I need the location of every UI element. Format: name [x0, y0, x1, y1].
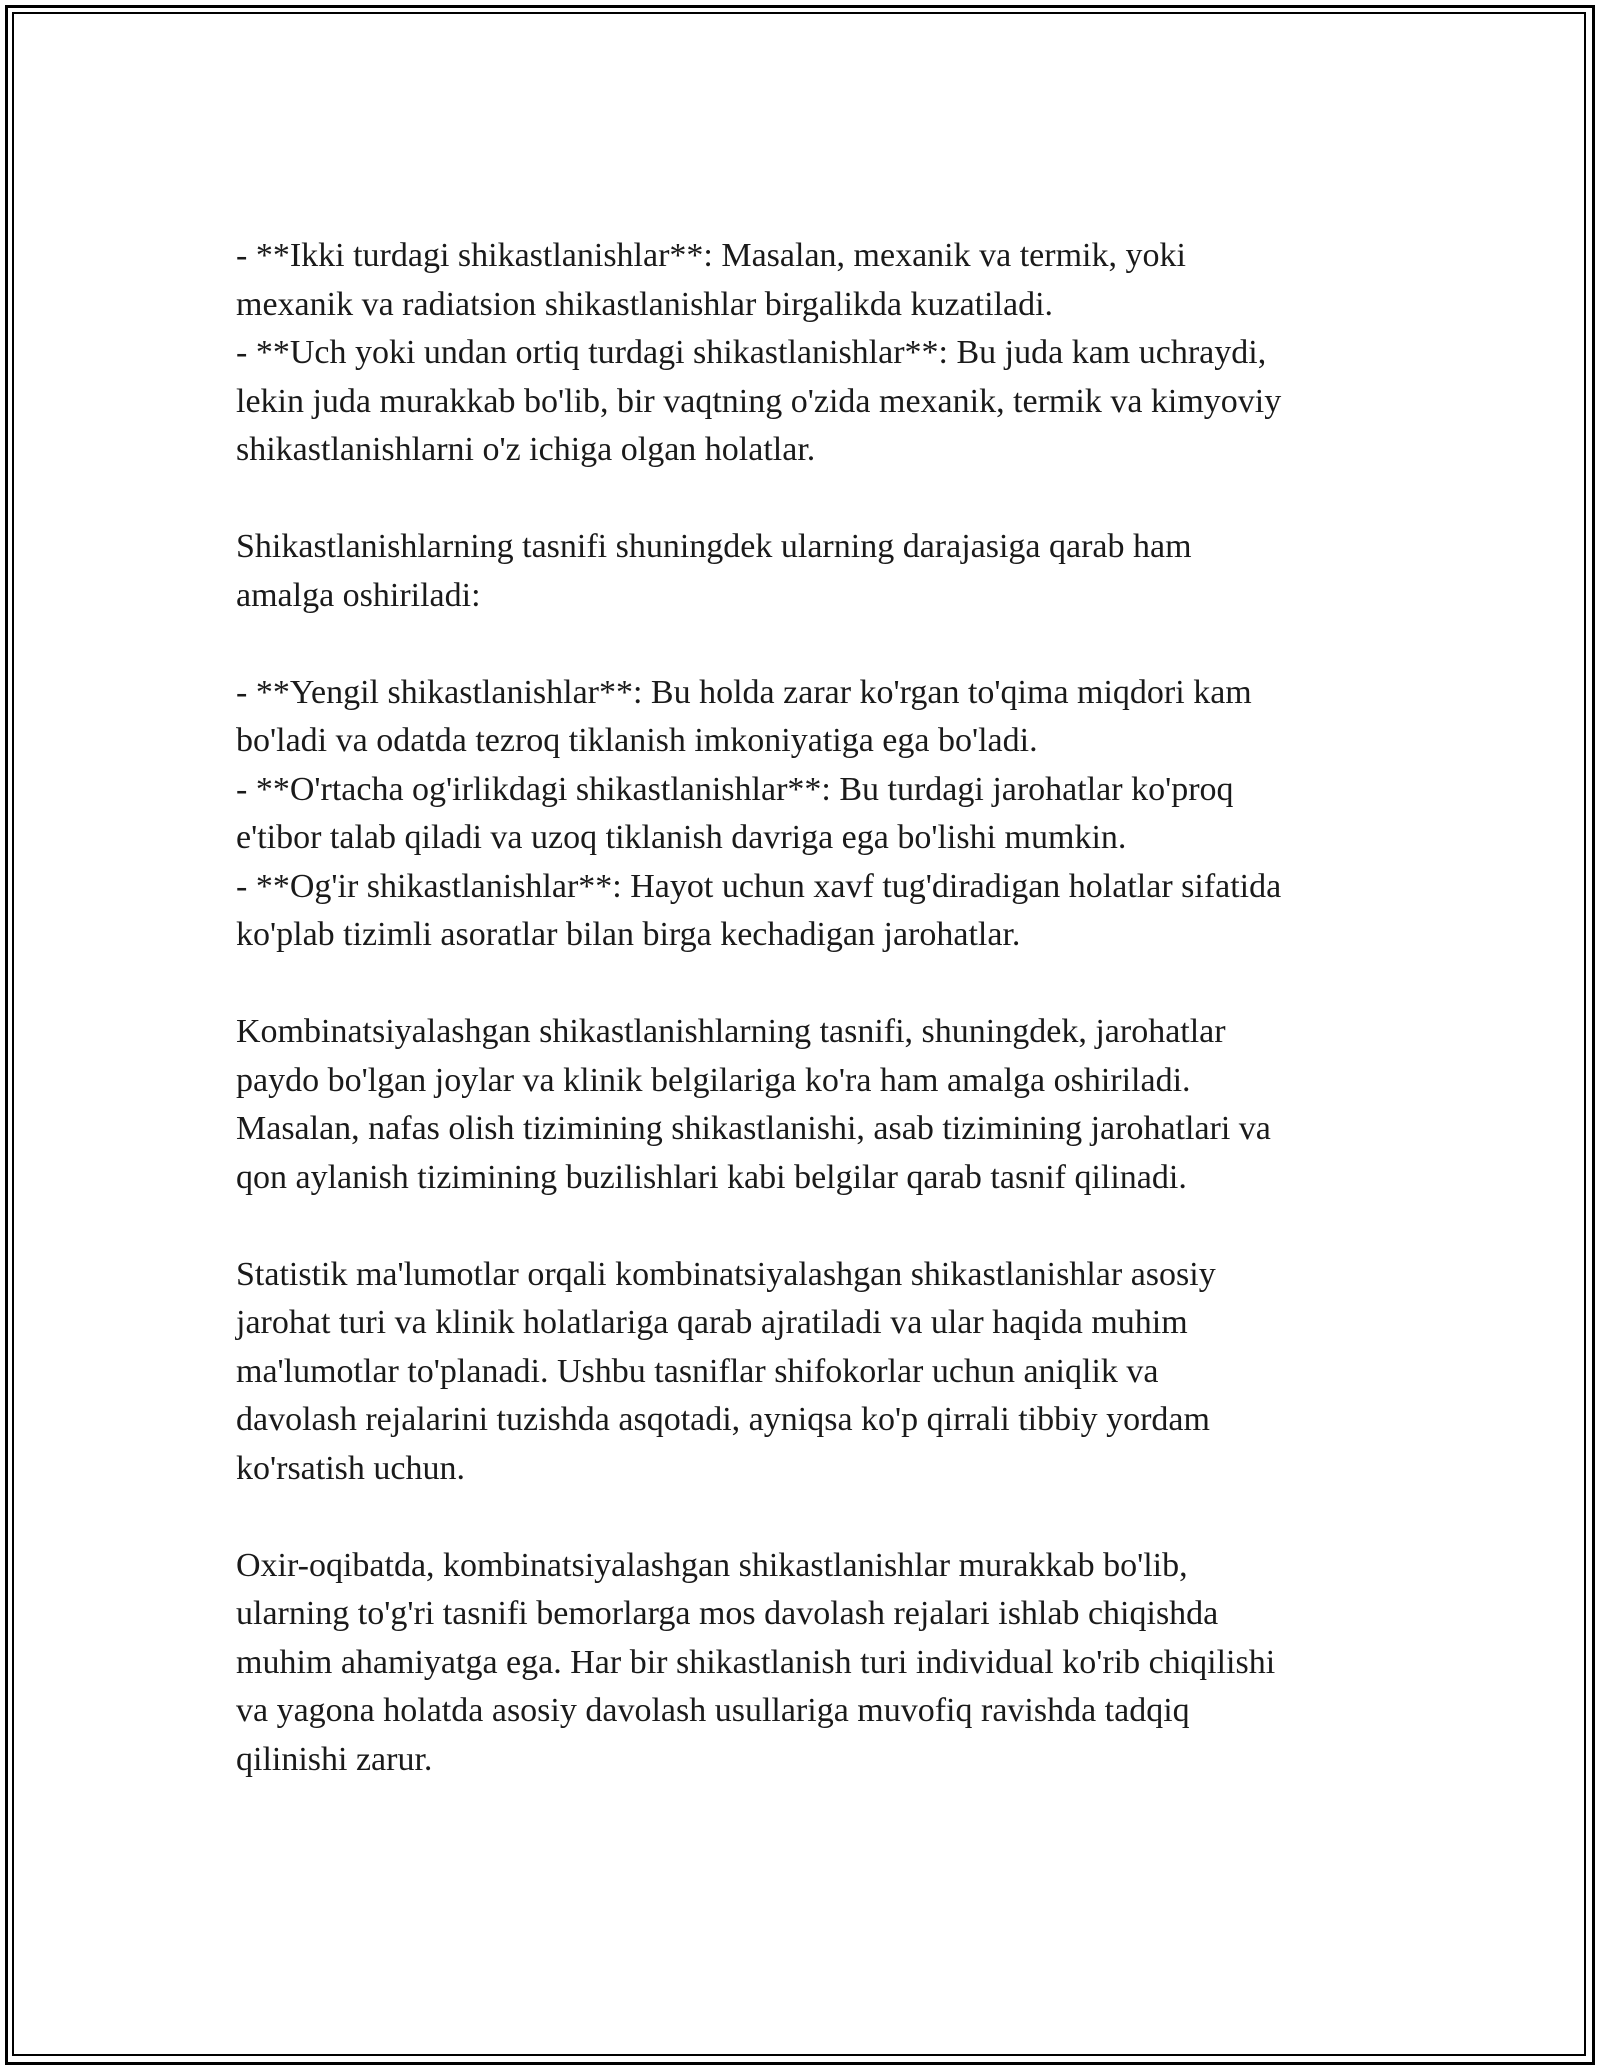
paragraph-statistics — [236, 1251, 1376, 1494]
text-line: mexanik va radiatsion shikastlanishlar birgalikda kuzatiladi. — [236, 285, 1054, 323]
text-line: ko'plab tizimli asoratlar bilan birga kechadigan jarohatlar. — [236, 916, 1021, 953]
paragraph-severity-list — [236, 669, 1376, 960]
text-line: bo'ladi va odatda tezroq tiklanish imkoniyatiga ega bo'ladi. — [236, 722, 1038, 759]
paragraph-gap — [236, 620, 1376, 669]
text-line: paydo bo'lgan joylar va klinik belgilariga ko'ra ham amalga oshiriladi. — [236, 1061, 1191, 1099]
text-line: Masalan, nafas olish tizimining shikastlanishi, asab tizimining jarohatlari va — [236, 1110, 1271, 1147]
document-body — [236, 232, 1376, 1784]
text-line: lekin juda murakkab bo'lib, bir vaqtning o'zida mexanik, termik va kimyoviy — [236, 382, 1282, 420]
paragraph-conclusion — [236, 1542, 1376, 1785]
text-line: muhim ahamiyatga ega. Har bir shikastlanish turi individual ko'rib chiqilishi — [236, 1643, 1276, 1681]
text-line: davolash rejalarini tuzishda asqotadi, ayniqsa ko'p qirrali tibbiy yordam — [236, 1401, 1210, 1438]
text-line: - **Og'ir shikastlanishlar**: Hayot uchun xavf tug'diradigan holatlar sifatida — [236, 867, 1282, 905]
text-line: amalga oshiriladi: — [236, 576, 481, 614]
text-line: - **Uch yoki undan ortiq turdagi shikastlanishlar**: Bu juda kam uchraydi, — [236, 334, 1267, 371]
text-line: Statistik ma'lumotlar orqali kombinatsiyalashgan shikastlanishlar asosiy — [236, 1255, 1216, 1293]
paragraph-gap — [236, 1493, 1376, 1542]
text-line: qon aylanish tizimining buzilishlari kabi belgilar qarab tasnif qilinadi. — [236, 1158, 1187, 1196]
text-line: e'tibor talab qiladi va uzoq tiklanish davriga ega bo'lishi mumkin. — [236, 819, 1127, 856]
text-line: ma'lumotlar to'planadi. Ushbu tasniflar shifokorlar uchun aniqlik va — [236, 1352, 1159, 1390]
paragraph-gap — [236, 960, 1376, 1009]
text-line: Shikastlanishlarning tasnifi shuningdek ularning darajasiga qarab ham — [236, 528, 1192, 565]
text-line: ko'rsatish uchun. — [236, 1449, 465, 1487]
paragraph-severity-intro — [236, 523, 1376, 620]
text-line: Oxir-oqibatda, kombinatsiyalashgan shikastlanishlar murakkab bo'lib, — [236, 1546, 1188, 1584]
paragraph-gap — [236, 1202, 1376, 1251]
text-line: ularning to'g'ri tasnifi bemorlarga mos davolash rejalari ishlab chiqishda — [236, 1595, 1219, 1632]
text-line: qilinishi zarur. — [236, 1740, 433, 1778]
text-line: jarohat turi va klinik holatlariga qarab ajratiladi va ular haqida muhim — [236, 1304, 1188, 1341]
text-line: - **Yengil shikastlanishlar**: Bu holda zarar ko'rgan to'qima miqdori kam — [236, 673, 1252, 711]
text-line: - **O'rtacha og'irlikdagi shikastlanishlar**: Bu turdagi jarohatlar ko'proq — [236, 770, 1234, 808]
text-line: Kombinatsiyalashgan shikastlanishlarning tasnifi, shuningdek, jarohatlar — [236, 1013, 1226, 1050]
paragraph-location-classification — [236, 1008, 1376, 1202]
text-line: shikastlanishlarni o'z ichiga olgan holatlar. — [236, 431, 816, 468]
paragraph-gap — [236, 475, 1376, 524]
paragraph-combined-types — [236, 232, 1376, 475]
text-line: - **Ikki turdagi shikastlanishlar**: Masalan, mexanik va termik, yoki — [236, 237, 1186, 274]
text-line: va yagona holatda asosiy davolash usullariga muvofiq ravishda tadqiq — [236, 1692, 1190, 1729]
